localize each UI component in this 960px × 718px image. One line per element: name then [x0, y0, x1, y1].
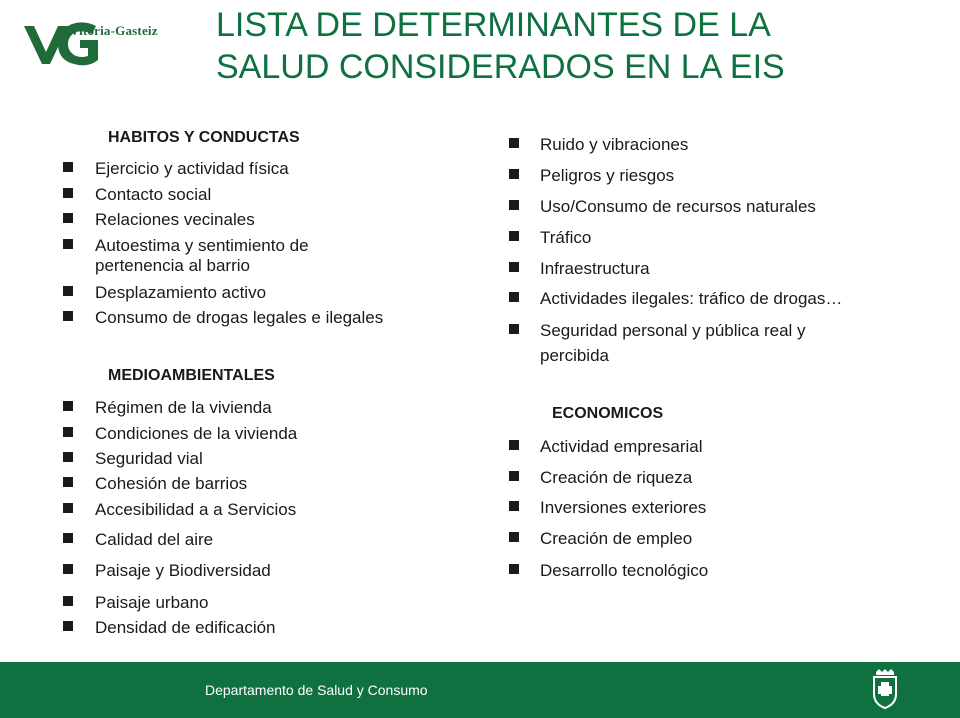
list-item: Creación de empleo [540, 529, 693, 548]
list-item: Tráfico [540, 228, 592, 247]
vitoria-gasteiz-logo [22, 18, 162, 70]
list-item: Actividades ilegales: tráfico de drogas… [540, 289, 843, 308]
footer-department: Departamento de Salud y Consumo [205, 682, 428, 698]
page-title [216, 4, 916, 88]
list-item: Infraestructura [540, 259, 650, 278]
footer-bar [0, 662, 960, 718]
list-item: Actividad empresarial [540, 437, 703, 456]
title-line-2: SALUD CONSIDERADOS EN LA EIS [216, 48, 785, 86]
list-item: Desarrollo tecnológico [540, 561, 709, 580]
list-item-continuation: pertenencia al barrio [95, 256, 250, 275]
list-item: Seguridad personal y pública real y [540, 321, 806, 340]
list-item: Régimen de la vivienda [95, 398, 272, 417]
list-item: Calidad del aire [95, 530, 214, 549]
city-crest-icon [870, 668, 900, 710]
list-item: Seguridad vial [95, 449, 203, 468]
list-item: Accesibilidad a a Servicios [95, 500, 297, 519]
list-item: Ejercicio y actividad física [95, 159, 289, 178]
list-item: Autoestima y sentimiento de [95, 236, 309, 255]
list-item: Creación de riqueza [540, 468, 693, 487]
list-item: Peligros y riesgos [540, 166, 675, 185]
list-item: Consumo de drogas legales e ilegales [95, 308, 384, 327]
heading-economicos: ECONOMICOS [552, 405, 664, 422]
list-item: Contacto social [95, 185, 212, 204]
list-item: Ruido y vibraciones [540, 135, 689, 154]
heading-habitos: HABITOS Y CONDUCTAS [108, 129, 300, 146]
logo-text: Vitoria-Gasteiz [70, 23, 158, 38]
heading-medioambientales: MEDIOAMBIENTALES [108, 367, 275, 384]
list-item: Uso/Consumo de recursos naturales [540, 197, 816, 216]
list-item: Paisaje y Biodiversidad [95, 561, 271, 580]
title-line-1: LISTA DE DETERMINANTES DE LA [216, 6, 771, 44]
list-item: Desplazamiento activo [95, 283, 267, 302]
list-item: Paisaje urbano [95, 593, 209, 612]
list-item: Condiciones de la vivienda [95, 424, 298, 443]
list-item: Densidad de edificación [95, 618, 276, 637]
list-item: Relaciones vecinales [95, 210, 255, 229]
list-item-continuation: percibida [540, 346, 609, 365]
list-item: Inversiones exteriores [540, 498, 707, 517]
list-item: Cohesión de barrios [95, 474, 248, 493]
